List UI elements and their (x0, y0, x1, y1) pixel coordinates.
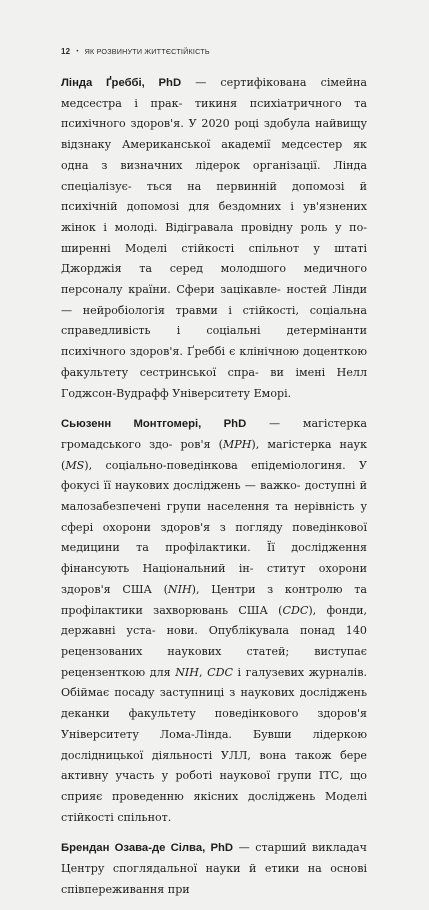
bio-paragraph-grabbe: Лінда Ґреббі, PhD — сертифікована сімейна медсестра і прак- тикиня психіатричного та психічного здоров'я. У 2020 році здобула найвищу відзнаку Американської академії медсестер як одна з визначних лідерок організації. Лінда спеціалізує- ться на первинній допомозі й психічній допомозі для бездомних і ув'язнених жінок і молоді. Відігравала провідну роль у по- ширенні Моделі стійкості спільнот у штаті Джорджія та серед молодшого медичного персоналу країни. Сфери зацікавле- ностей Лінди — нейробіологія травми і стійкості, соціальна справедливість і соціальні детермінанти психічного здоров'я. Ґреббі є клінічною доценткою факультету сестринської спра- ви імені Нелл Годжсон-Вудрафф Університету Еморі. (61, 76, 368, 400)
page-number: 12 (61, 47, 71, 56)
book-title: ЯК РОЗВИНУТИ ЖИТТЄСТІЙКІСТЬ (84, 47, 210, 56)
bio-paragraph-montgomery: Сьюзенн Монтгомері, PhD — магістерка громадського здо- ров'я (MPH), магістерка наук (MS), соціально-поведінкова епідеміологиня. У фокусі її наукових досліджень — важко- доступні й малозабезпечені групи населення та нерівність у сфері охорони здоров'я з погляду поведінкової медицини та профілактики. Її дослідження фінансують Національний ін- ститут охорони здоров'я США (NIH), Центри з контролю та профілактики захворювань США (CDC), фонди, державні уста- нови. Опублікувала понад 140 рецензованих наукових статей; виступає рецензенткою для NIH, CDC і галузевих журналів. Обіймає посаду заступниці з наукових досліджень деканки факультету поведінкового здоров'я Університету Лома-Лінда. Бувши лідеркою дослідницької діяльності УЛЛ, вона також бере активну участь у роботі наукової групи ІТС, що сприяє проведенню якісних досліджень Моделі стійкості спільнот. (61, 417, 368, 824)
bio-name: Лінда Ґреббі, PhD (61, 77, 182, 89)
bio-name: Брендан Озава-де Сілва, PhD (61, 842, 234, 855)
separator-dot: • (76, 48, 79, 55)
bio-name: Сьюзенн Монтгомері, PhD (61, 418, 247, 431)
running-head (61, 47, 210, 56)
text-block (61, 73, 367, 910)
bio-paragraph-ozawa-de-silva: Брендан Озава-де Сілва, PhD — старший викладач Центру споглядальної науки й етики на основі співпереживання при (61, 841, 368, 896)
